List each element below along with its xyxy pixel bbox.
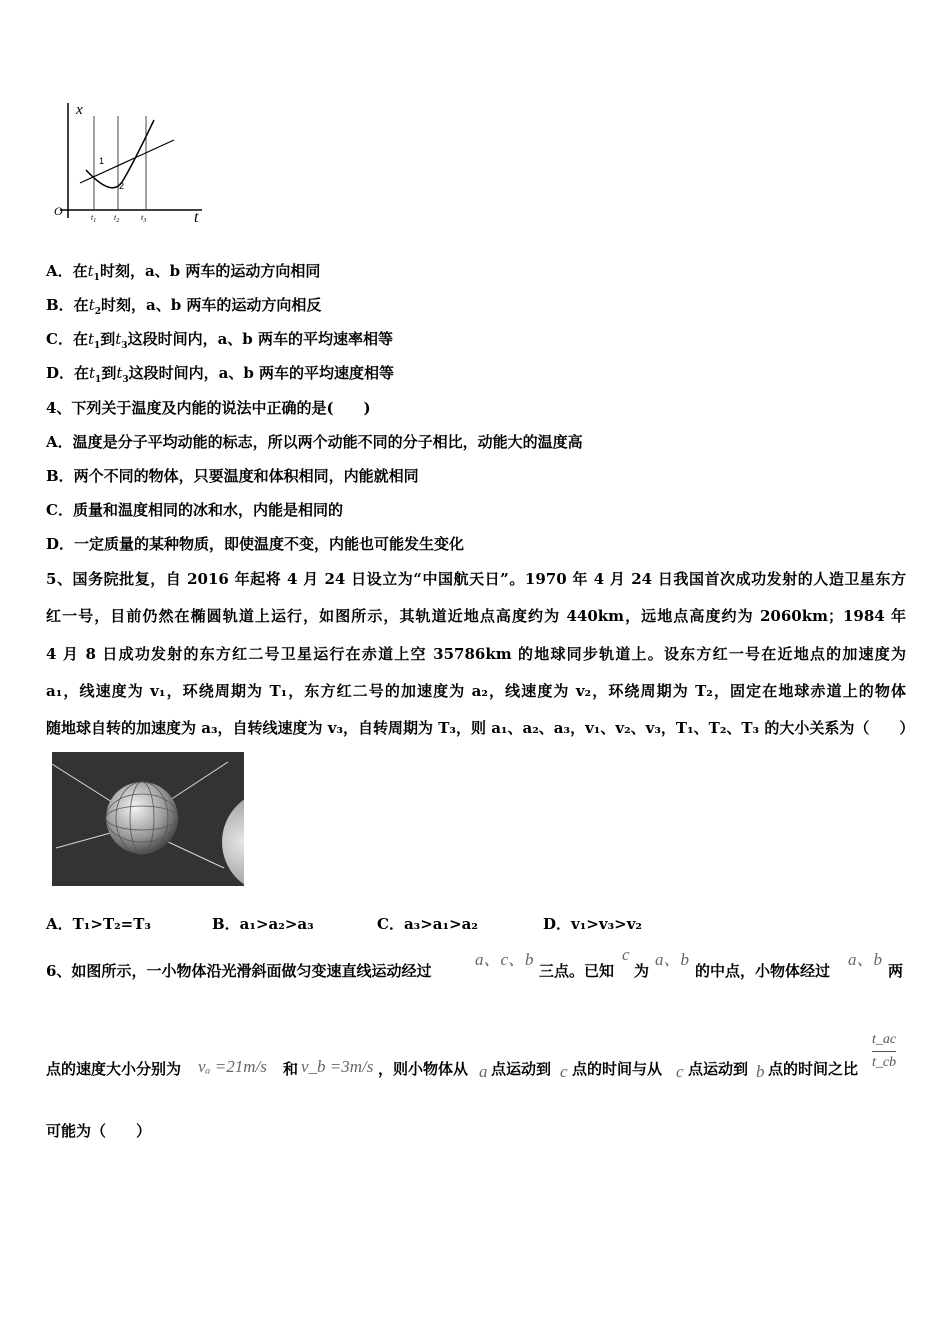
q4-option-a: A．温度是分子平均动能的标志，所以两个动能不同的分子相比，动能大的温度高 bbox=[46, 433, 583, 451]
q5-option-a: A．T₁>T₂=T₃ bbox=[46, 915, 151, 933]
t-axis-label: t bbox=[194, 209, 199, 223]
q6-time-ratio bbox=[872, 1032, 896, 1071]
q6-stem-part-1: 6、如图所示，一小物体沿光滑斜面做匀变速直线运动经过 bbox=[46, 962, 432, 980]
q6-point-c: c bbox=[622, 945, 630, 964]
q4-stem: 4、下列关于温度及内能的说法中正确的是( ) bbox=[46, 399, 371, 417]
q6-stem-part-4: 的中点，小物体经过 bbox=[695, 962, 831, 980]
q5-stem-line-1: 5、国务院批复，自 2016 年起将 4 月 24 日设立为“中国航天日”。1970 年 4 月 24 日我国首次成功发射的人造卫星东方 bbox=[46, 570, 906, 588]
q6-stem-end: 可能为（ ） bbox=[46, 1122, 152, 1140]
q6-point-b: b bbox=[756, 1062, 765, 1081]
tick-t2: $t_2$ bbox=[114, 213, 120, 223]
q5-option-b: B．a₁>a₂>a₃ bbox=[212, 915, 314, 933]
q6-stem-part-5: 两 bbox=[888, 962, 904, 980]
q4-option-c: C．质量和温度相同的冰和水，内能是相同的 bbox=[46, 501, 343, 519]
q3-option-a: A．在$t_1$时刻，a、b 两车的运动方向相同 bbox=[46, 262, 321, 283]
tick-t1: $t_1$ bbox=[91, 213, 97, 223]
q5-option-d: D．v₁>v₃>v₂ bbox=[543, 915, 643, 933]
q6-stem-part-6: 点的速度大小分别为 bbox=[46, 1060, 182, 1078]
q5-option-c: C．a₃>a₁>a₂ bbox=[377, 915, 478, 933]
q6-stem-part-7: 和 bbox=[283, 1060, 299, 1078]
ratio-denominator: t_cb bbox=[872, 1055, 897, 1070]
q6-point-a: a bbox=[479, 1062, 488, 1081]
q4-option-b: B．两个不同的物体，只要温度和体积相同，内能就相同 bbox=[46, 467, 419, 485]
tick-t3: $t_3$ bbox=[141, 213, 147, 223]
q6-stem-part-9: 点运动到 bbox=[491, 1060, 552, 1078]
satellite bbox=[106, 782, 178, 854]
q6-point-c-2: c bbox=[560, 1062, 568, 1081]
curve1-label: 1 bbox=[99, 156, 105, 166]
q6-stem-part-3: 为 bbox=[634, 962, 650, 980]
q6-point-c-3: c bbox=[676, 1062, 684, 1081]
q6-points-ab: a、b bbox=[655, 950, 689, 969]
q3-option-b: B．在$t_2$时刻，a、b 两车的运动方向相反 bbox=[46, 296, 322, 317]
q6-stem-part-11: 点运动到 bbox=[688, 1060, 749, 1078]
q3-option-c: C．在$t_1$到$t_3$这段时间内，a、b 两车的平均速率相等 bbox=[46, 330, 393, 351]
q6-stem-part-10: 点的时间与从 bbox=[572, 1060, 663, 1078]
origin-label: O bbox=[54, 204, 63, 218]
q6-velocity-a: vₐ =21m/s bbox=[198, 1057, 267, 1076]
x-axis-label: x bbox=[76, 102, 83, 118]
q6-velocity-b: v_b =3m/s bbox=[301, 1057, 374, 1076]
ratio-numerator: t_ac bbox=[872, 1032, 897, 1047]
x-t-graph bbox=[52, 98, 212, 223]
q3-option-d: D．在$t_1$到$t_3$这段时间内，a、b 两车的平均速度相等 bbox=[46, 364, 395, 385]
satellite-photo bbox=[52, 752, 244, 886]
q5-stem-line-3: 4 月 8 日成功发射的东方红二号卫星运行在赤道上空 35786km 的地球同步轨道上。设东方红一号在近地点的加速度为 bbox=[46, 645, 906, 663]
q4-option-d: D．一定质量的某种物质，即使温度不变，内能也可能发生变化 bbox=[46, 535, 465, 553]
curve2-label: 2 bbox=[119, 181, 125, 191]
q6-points-ab-2: a、b bbox=[848, 950, 882, 969]
q6-stem-part-8: ，则小物体从 bbox=[378, 1060, 469, 1078]
q6-points-acb: a、c、b bbox=[475, 950, 534, 969]
q5-stem-line-5: 随地球自转的加速度为 a₃，自转线速度为 v₃，自转周期为 T₃，则 a₁、a₂、a₃，v₁、v₂、v₃，T₁、T₂、T₃ 的大小关系为（ ） bbox=[46, 719, 915, 737]
q6-stem-part-2: 三点。已知 bbox=[539, 962, 615, 980]
q5-stem-line-2: 红一号，目前仍然在椭圆轨道上运行，如图所示，其轨道近地点高度约为 440km，远地点高度约为 2060km；1984 年 bbox=[46, 607, 906, 625]
q6-stem-part-12: 点的时间之比 bbox=[768, 1060, 859, 1078]
q5-stem-line-4: a₁，线速度为 v₁，环绕周期为 T₁，东方红二号的加速度为 a₂，线速度为 v₂，环绕周期为 T₂，固定在地球赤道上的物体 bbox=[46, 682, 906, 700]
